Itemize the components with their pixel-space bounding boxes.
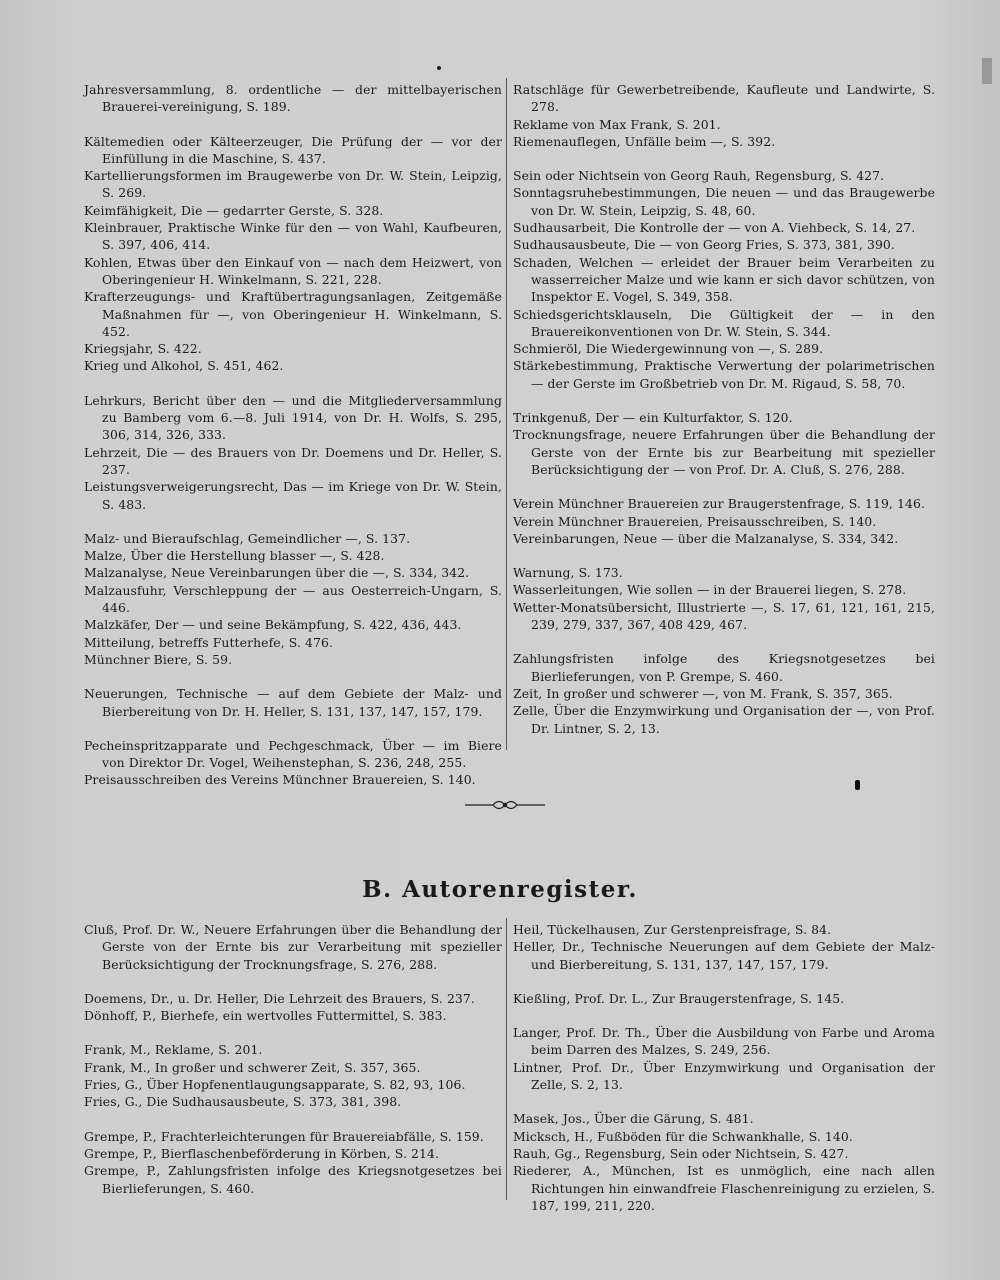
- index-entry: Frank, M., Reklame, S. 201.: [84, 1042, 263, 1058]
- index-entry: Langer, Prof. Dr. Th., Über die Ausbildung von Farbe und Aroma beim Darren des Malzes, S. 249, 256.: [513, 1025, 935, 1058]
- index-entry: Sudhausausbeute, Die — von Georg Fries, S. 373, 381, 390.: [513, 237, 895, 253]
- index-entry: Fries, G., Die Sudhausausbeute, S. 373, 381, 398.: [84, 1094, 402, 1110]
- column-divider: [506, 918, 507, 1200]
- index-entry: Neuerungen, Technische — auf dem Gebiete der Malz- und Bierbereitung von Dr. H. Heller, S. 131, 137, 147, 157, 179.: [84, 686, 502, 719]
- entry-gap: [84, 720, 502, 737]
- entry-gap: [84, 1111, 502, 1128]
- entry-gap: [513, 973, 935, 990]
- index-entry: Grempe, P., Bierflaschenbeförderung in Körben, S. 214.: [84, 1145, 440, 1161]
- index-entry: Lintner, Prof. Dr., Über Enzymwirkung und Organisation der Zelle, S. 2, 13.: [513, 1059, 935, 1093]
- entry-gap: [84, 375, 502, 392]
- entry-gap: [513, 1007, 935, 1024]
- ink-blot: [855, 780, 860, 790]
- entry-gap: [513, 1093, 935, 1110]
- index-entry: Verein Münchner Brauereien, Preisausschreiben, S. 140.: [513, 513, 877, 529]
- index-entry: Schaden, Welchen — erleidet der Brauer beim Verarbeiten zu wasserreicher Malze und wie kann er sich davor schützen, von Inspektor E. Vogel, S. 349, 358.: [513, 254, 935, 305]
- entry-gap: [84, 513, 502, 530]
- index-entry: Kießling, Prof. Dr. L., Zur Braugerstenfrage, S. 145.: [513, 990, 845, 1006]
- ink-dot: [437, 66, 441, 70]
- page-edge-mark: [982, 58, 992, 84]
- index-entry: Jahresversammlung, 8. ordentliche — der mittelbayerischen Brauerei-vereinigung, S. 189.: [84, 82, 502, 115]
- index-entry: Schiedsgerichtsklauseln, Die Gültigkeit der — in den Brauereikonventionen von Dr. W. Stein, S. 344.: [513, 306, 935, 339]
- index-entry: Trocknungsfrage, neuere Erfahrungen über die Behandlung der Gerste von der Ernte bis zur Bearbeitung mit spezieller Berücksichtigung der — von Prof. Dr. A. Cluß, S. 276, 288.: [513, 427, 935, 477]
- index-entry: Zelle, Über die Enzymwirkung und Organisation der —, von Prof. Dr. Lintner, S. 2, 13.: [513, 703, 935, 736]
- index-entry: Kriegsjahr, S. 422.: [84, 341, 202, 357]
- index-entry: Cluß, Prof. Dr. W., Neuere Erfahrungen über die Behandlung der Gerste von der Ernte bis zur Verarbeitung mit spezieller Berücksichtigung der Trocknungsfrage, S. 276, 288.: [84, 922, 502, 972]
- index-entry: Lehrkurs, Bericht über den — und die Mitgliederversammlung zu Bamberg vom 6.—8. Juli 1914, von Dr. H. Wolfs, S. 295, 306, 314, 326, 333.: [84, 392, 502, 443]
- index-entry: Kleinbrauer, Praktische Winke für den — von Wahl, Kaufbeuren, S. 397, 406, 414.: [84, 220, 502, 253]
- ornament-divider: [465, 796, 545, 814]
- entry-gap: [513, 633, 935, 650]
- index-entry: Malzanalyse, Neue Vereinbarungen über die —, S. 334, 342.: [84, 565, 470, 581]
- index-entry: Kältemedien oder Kälteerzeuger, Die Prüfung der — vor der Einfüllung in die Maschine, S. 437.: [84, 133, 502, 166]
- index-entry: Krafterzeugungs- und Kraftübertragungsanlagen, Zeitgemäße Maßnahmen für —, von Oberingenieur H. Winkelmann, S. 452.: [84, 289, 502, 339]
- index-entry: Sein oder Nichtsein von Georg Rauh, Regensburg, S. 427.: [513, 168, 885, 184]
- index-entry: Sonntagsruhebestimmungen, Die neuen — und das Braugewerbe von Dr. W. Stein, Leipzig, S. 48, 60.: [513, 185, 935, 218]
- index-entry: Stärkebestimmung, Praktische Verwertung der polarimetrischen — der Gerste im Großbetrieb von Dr. M. Rigaud, S. 58, 70.: [513, 358, 935, 391]
- index-entry: Verein Münchner Brauereien zur Braugerstenfrage, S. 119, 146.: [513, 496, 926, 512]
- index-entry: Riederer, A., München, Ist es unmöglich, eine nach allen Richtungen hin einwandfreie Flaschenreinigung zu erzielen, S. 187, 199, 211, 220.: [513, 1163, 935, 1213]
- index-entry: Leistungsverweigerungsrecht, Das — im Kriege von Dr. W. Stein, S. 483.: [84, 479, 502, 512]
- index-entry: Sudhausarbeit, Die Kontrolle der — von A. Viehbeck, S. 14, 27.: [513, 220, 916, 236]
- index-entry: Trinkgenuß, Der — ein Kulturfaktor, S. 120.: [513, 410, 793, 426]
- index-entry: Frank, M., In großer und schwerer Zeit, S. 357, 365.: [84, 1059, 421, 1075]
- index-entry: Malz- und Bieraufschlag, Gemeindlicher —, S. 137.: [84, 530, 411, 546]
- index-entry: Masek, Jos., Über die Gärung, S. 481.: [513, 1111, 754, 1127]
- index-entry: Malzausfuhr, Verschleppung der — aus Oesterreich-Ungarn, S. 446.: [84, 582, 502, 616]
- index-entry: Keimfähigkeit, Die — gedarrter Gerste, S. 328.: [84, 202, 384, 218]
- index-entry: Mitteilung, betreffs Futterhefe, S. 476.: [84, 634, 334, 650]
- index-entry: Grempe, P., Frachterleichterungen für Brauereiabfälle, S. 159.: [84, 1128, 484, 1144]
- subject-index-right-column: [513, 81, 935, 737]
- section-b-title: B. Autorenregister.: [362, 876, 638, 903]
- index-entry: Vereinbarungen, Neue — über die Malzanalyse, S. 334, 342.: [513, 530, 899, 546]
- index-entry: Ratschläge für Gewerbetreibende, Kaufleute und Landwirte, S. 278.: [513, 82, 935, 115]
- column-divider: [506, 78, 507, 750]
- index-entry: Dönhoff, P., Bierhefe, ein wertvolles Futtermittel, S. 383.: [84, 1008, 447, 1024]
- index-entry: Zeit, In großer und schwerer —, von M. Frank, S. 357, 365.: [513, 685, 893, 701]
- entry-gap: [84, 973, 502, 990]
- index-entry: Kohlen, Etwas über den Einkauf von — nach dem Heizwert, von Oberingenieur H. Winkelmann, S. 221, 228.: [84, 254, 502, 287]
- index-entry: Heil, Tückelhausen, Zur Gerstenpreisfrage, S. 84.: [513, 922, 832, 937]
- entry-gap: [84, 116, 502, 133]
- index-entry: Zahlungsfristen infolge des Kriegsnotgesetzes bei Bierlieferungen, von P. Grempe, S. 460.: [513, 651, 935, 684]
- index-entry: Preisausschreiben des Vereins Münchner Brauereien, S. 140.: [84, 772, 476, 788]
- index-entry: Rauh, Gg., Regensburg, Sein oder Nichtsein, S. 427.: [513, 1145, 849, 1161]
- author-index-left-column: [84, 921, 502, 1197]
- entry-gap: [513, 392, 935, 409]
- index-entry: Lehrzeit, Die — des Brauers von Dr. Doemens und Dr. Heller, S. 237.: [84, 444, 502, 477]
- index-entry: Riemenauflegen, Unfälle beim —, S. 392.: [513, 133, 776, 149]
- index-entry: Krieg und Alkohol, S. 451, 462.: [84, 358, 284, 374]
- entry-gap: [513, 547, 935, 564]
- index-entry: Fries, G., Über Hopfenentlaugungsapparate, S. 82, 93, 106.: [84, 1077, 466, 1093]
- index-entry: Wasserleitungen, Wie sollen — in der Brauerei liegen, S. 278.: [513, 582, 907, 598]
- subject-index-left-column: [84, 81, 502, 789]
- index-entry: Kartellierungsformen im Braugewerbe von Dr. W. Stein, Leipzig, S. 269.: [84, 168, 502, 201]
- entry-gap: [84, 668, 502, 685]
- entry-gap: [513, 478, 935, 495]
- index-entry: Grempe, P., Zahlungsfristen infolge des Kriegsnotgesetzes bei Bierlieferungen, S. 460.: [84, 1163, 502, 1196]
- index-entry: Micksch, H., Fußböden für die Schwankhalle, S. 140.: [513, 1128, 853, 1144]
- index-entry: Schmieröl, Die Wiedergewinnung von —, S. 289.: [513, 341, 824, 357]
- index-entry: Pecheinspritzapparate und Pechgeschmack, Über — im Biere von Direktor Dr. Vogel, Weihenstephan, S. 236, 248, 255.: [84, 737, 502, 771]
- index-entry: Heller, Dr., Technische Neuerungen auf dem Gebiete der Malz- und Bierbereitung, S. 131, 137, 147, 157, 179.: [513, 939, 935, 972]
- index-entry: Wetter-Monatsübersicht, Illustrierte —, S. 17, 61, 121, 161, 215, 239, 279, 337, 367, 408 429, 467.: [513, 599, 935, 633]
- index-entry: Warnung, S. 173.: [513, 565, 623, 581]
- index-entry: Malze, Über die Herstellung blasser —, S. 428.: [84, 548, 385, 564]
- index-entry: Malzkäfer, Der — und seine Bekämpfung, S. 422, 436, 443.: [84, 617, 462, 633]
- author-index-right-column: [513, 921, 935, 1214]
- entry-gap: [513, 150, 935, 167]
- entry-gap: [84, 1024, 502, 1041]
- index-entry: Münchner Biere, S. 59.: [84, 651, 233, 667]
- index-entry: Reklame von Max Frank, S. 201.: [513, 116, 721, 132]
- index-entry: Doemens, Dr., u. Dr. Heller, Die Lehrzeit des Brauers, S. 237.: [84, 990, 475, 1006]
